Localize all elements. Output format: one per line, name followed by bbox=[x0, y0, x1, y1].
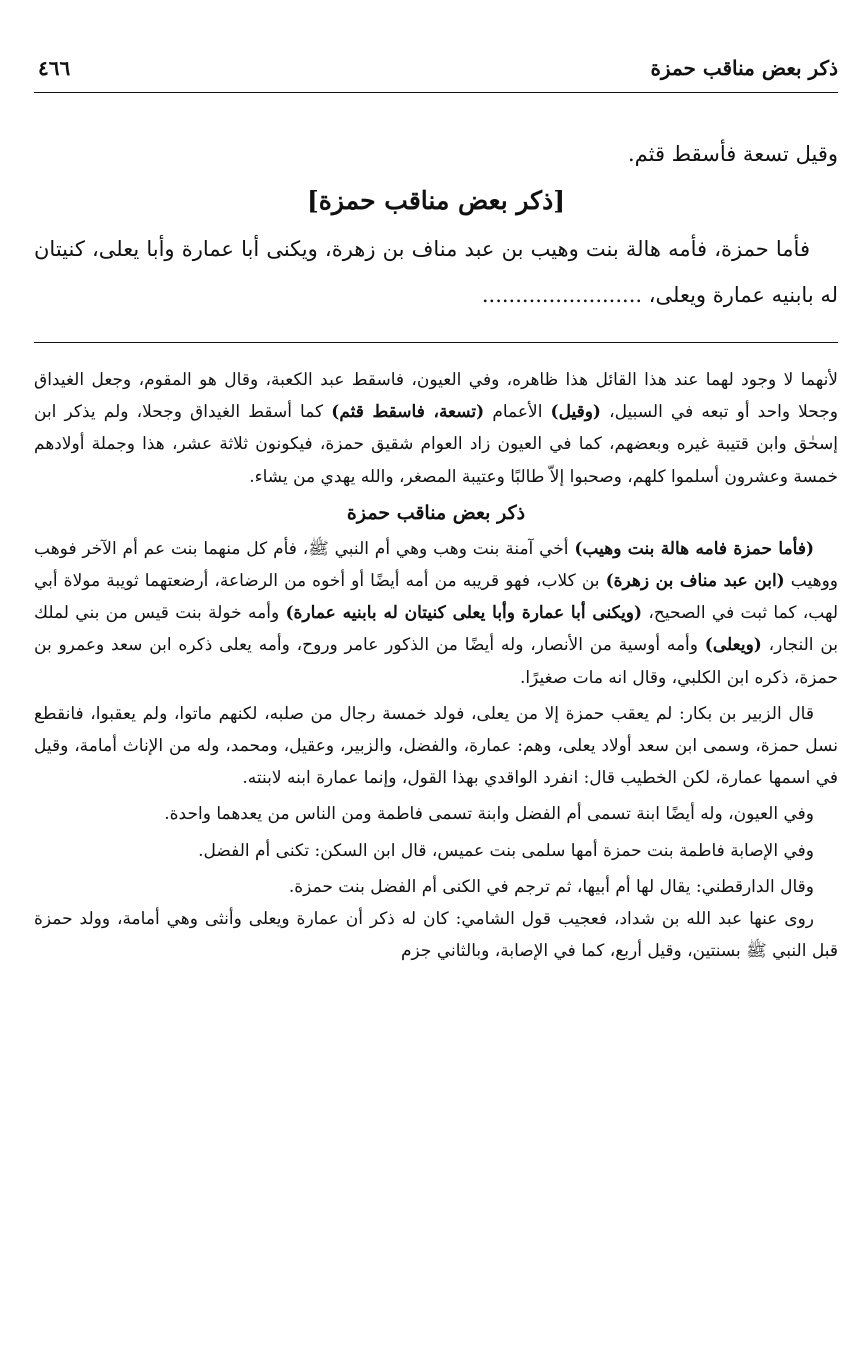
quoted-matn: (ويعلى) bbox=[704, 635, 762, 656]
commentary-paragraph: وفي الإصابة فاطمة بنت حمزة أمها سلمى بنت عميس، قال ابن السكن: تكنى أم الفضل. bbox=[198, 840, 814, 861]
commentary-paragraph bbox=[34, 533, 838, 694]
commentary-paragraph: وفي العيون، وله أيضًا ابنة تسمى أم الفضل وابنة تسمى فاطمة ومن الناس من يعدهما واحدة. bbox=[164, 804, 814, 825]
page-number: ٤٦٦ bbox=[38, 56, 71, 80]
quoted-matn: (ويكنى أبا عمارة وأبا يعلى كنيتان له بابنيه عمارة) bbox=[285, 603, 643, 624]
commentary-subtitle: ذكر بعض مناقب حمزة bbox=[346, 501, 526, 524]
header-title: ذكر بعض مناقب حمزة bbox=[650, 56, 838, 80]
commentary-text: الأعمام bbox=[484, 402, 551, 423]
quoted-matn: (وقيل) bbox=[550, 402, 601, 423]
commentary bbox=[34, 364, 838, 967]
commentary-paragraph: روى عنها عبد الله بن شداد، فعجيب قول الشامي: كان له ذكر أن عمارة ويعلى وأنثى وهي أمامة، وولد حمزة قبل النبي ﷺ بسنتين، وقيل أربع، كما في الإصابة، وبالثاني جزم bbox=[34, 909, 838, 962]
commentary-paragraph: وقال الدارقطني: يقال لها أم أبيها، ثم ترجم في الكنى أم الفضل بنت حمزة. bbox=[288, 876, 814, 897]
main-text-line: وقيل تسعة فأسقط قثم. bbox=[627, 142, 838, 166]
commentary-text: كما أسقط الغيداق وجحلا، ولم يذكر ابن إسحٰق وابن قتيبة غيره وبعضهم، كما في العيون زاد العوام شقيق حمزة، فيكونون ثلاثة عشر، هذا وجملة أولادهم خمسة وعشرون أسلموا كلهم، وصحبوا إلاّ طالبًا وعتيبة المصغر، والله يهدي من يشاء. bbox=[34, 402, 838, 487]
main-text bbox=[34, 132, 838, 318]
commentary-paragraph: قال الزبير بن بكار: لم يعقب حمزة إلا من يعلى، فولد خمسة رجال من صلبه، لكنهم ماتوا، ولم يعقبوا، فانقطع نسل حمزة، وسمى ابن سعد أولاد يعلى، وهم: عمارة، والفضل، والزبير، وعقيل، ومحمد، وله من الإناث أمامة، وقيل في اسمها عمارة، لكن الخطيب قال: انفرد الواقدي بهذا القول، وإنما عمارة ابنه لابنته. bbox=[34, 703, 838, 789]
commentary-text: وأمه خولة بنت قيس من بني لملك بن النجار، bbox=[34, 603, 838, 656]
quoted-matn: (ابن عبد مناف بن زهرة) bbox=[605, 571, 785, 592]
footnote-divider bbox=[34, 342, 838, 343]
quoted-matn: (تسعة، فاسقط قثم) bbox=[331, 402, 485, 423]
section-title: [ذكر بعض مناقب حمزة] bbox=[306, 186, 566, 215]
quoted-matn: (فأما حمزة فامه هالة بنت وهيب) bbox=[574, 538, 814, 559]
commentary-text: لأنهما لا وجود لهما عند هذا القائل هذا ظاهره، وفي العيون، فاسقط عبد الكعبة، وقال هو المقوم، وجعل الغيداق وجحلا واحد أو تبعه في السبيل، bbox=[34, 370, 839, 423]
commentary-paragraph bbox=[34, 364, 838, 493]
commentary-text: وأمه أوسية من الأنصار، وله أيضًا من الذكور عامر وروح، وأمه يعلى ذكره ابن سعد وعمرو بن حمزة، ذكره ابن الكلبي، وقال انه مات صغيرًا. bbox=[34, 635, 838, 688]
running-header bbox=[34, 52, 838, 93]
commentary-text: أخي آمنة بنت وهب وهي أم النبي ﷺ، فأم كل منهما بنت عم أم الآخر فوهب ووهيب bbox=[34, 538, 838, 592]
main-text-paragraph: فأما حمزة، فأمه هالة بنت وهيب بن عبد مناف بن زهرة، ويكنى أبا عمارة وأبا يعلى، كنيتان له بابنيه عمارة ويعلى، ........................ bbox=[34, 237, 838, 307]
commentary-text: بن كلاب، فهو قريبه من أمه أيضًا أو أخوه من الرضاعة، أرضعتهما ثويبة مولاة أبي لهب، كما ثبت في الصحيح، bbox=[34, 571, 839, 624]
